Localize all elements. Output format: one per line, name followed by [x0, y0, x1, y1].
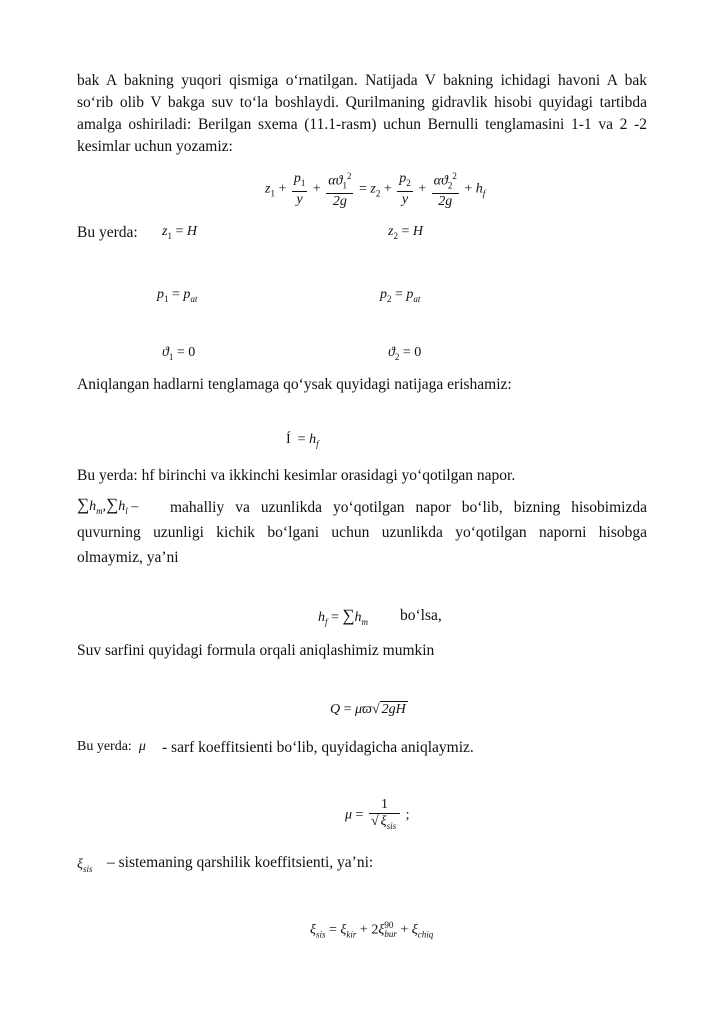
xi-equation: $\xi_{sis} = \xi_{kir} + 2\xi^{90}_{bur} + \xi_{chiq}$ [310, 920, 434, 940]
sum-symbols: $\sum h_m,\sum h_l$ – [77, 495, 139, 516]
paragraph-line: Suv sarfini quyidagi formula orqali aniqlashimiz mumkin [77, 642, 435, 659]
p2-equation: $p_2 = p_{at}$ [380, 287, 421, 304]
xi-symbol: $\xi_{sis}$ [77, 857, 93, 874]
v2-equation: $ϑ_2 = 0$ [388, 345, 422, 362]
z2-equation: $z_2 = H$ [388, 224, 423, 241]
mu-equation: μ = $\frac{1}{√ \xi_{sis}}$ ; [345, 797, 410, 831]
paragraph-line: amalga oshiriladi: Berilgan sxema (11.1-rasm) uchun Bernulli tenglamasini 1-1 va 2 -2 [77, 116, 647, 133]
bernoulli-equation: $z_1$ + $\frac{p_1}{y}$ + $\frac{\alpha ϑ_1^2}{2g}$ = $z_2$ + $\frac{p_2}{y}$ + $\frac{\alpha ϑ_2^2}{2g}$ + $h_f$ [265, 168, 485, 210]
paragraph-line: olmaymiz, ya’ni [77, 549, 179, 566]
paragraph-line: mahalliy va uzunlikda yoʻqotilgan napor boʻlib, bizning hisobimizda [170, 499, 647, 516]
paragraph-line: quvurning uzunligi kichik boʻlgani uchun uzunlikda yoʻqotilgan naporni hisobga [77, 524, 647, 541]
paragraph-line: Bu yerda: hf birinchi va ikkinchi kesimlar orasidagi yoʻqotilgan napor. [77, 467, 516, 484]
z1-equation: $z_1 = H$ [162, 224, 197, 241]
paragraph-line: kesimlar uchun yozamiz: [77, 138, 233, 155]
mu-symbol: Bu yerda: μ [77, 739, 146, 754]
flow-equation: Q = μϖ√ 2gH [330, 702, 406, 717]
p1-equation: $p_1 = p_{at}$ [157, 287, 198, 304]
paragraph-line: bak A bakning yuqori qismiga oʻrnatilgan. Natijada V bakning ichidagi havoni A bak [77, 72, 647, 89]
paragraph-line: soʻrib olib V bakga suv toʻla boshlaydi. Qurilmaning gidravlik hisobi quyidagi tartibda [77, 94, 647, 111]
paragraph-line: Aniqlangan hadlarni tenglamaga qoʻysak quyidagi natijaga erishamiz: [77, 376, 512, 393]
paragraph-line: – sistemaning qarshilik koeffitsienti, ya’ni: [107, 854, 374, 871]
v1-equation: $ϑ_1 = 0$ [162, 345, 196, 362]
bu-yerda-label: Bu yerda: [77, 224, 138, 241]
result-equation: Í = $h_f$ [286, 432, 319, 449]
bolsa-text: boʻlsa, [400, 607, 442, 624]
paragraph-line: - sarf koeffitsienti boʻlib, quyidagicha aniqlaymiz. [162, 739, 474, 756]
hf-sum-equation: $h_f = \sum h_m$ [318, 606, 369, 627]
